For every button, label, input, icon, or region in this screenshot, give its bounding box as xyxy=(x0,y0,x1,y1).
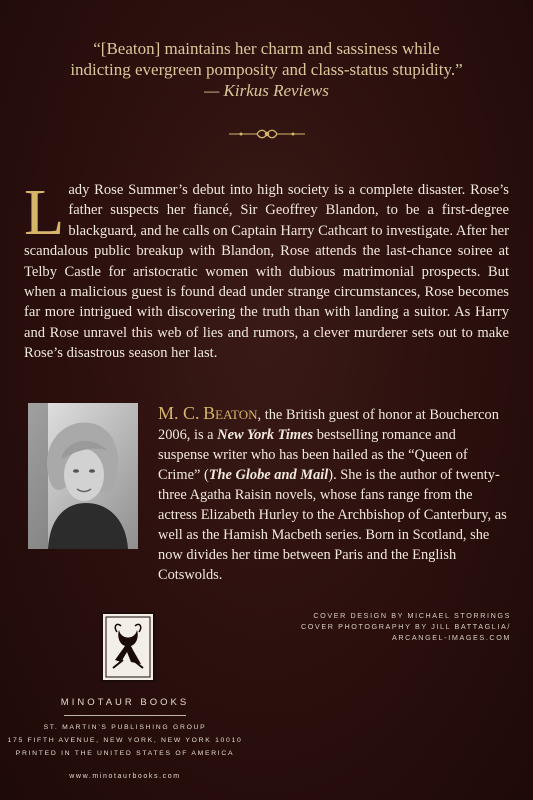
bio-text-3: ). She is the author of twenty-three Agatha Raisin novels, whose fans range from the actress Elizabeth Hurley to the Archbishop of Canterbury, as well as the Hamish Macbeth series. Born in Scotland, she now divides her time between Paris and the English Cotswolds. xyxy=(158,467,507,583)
author-bio xyxy=(158,403,510,585)
publisher-address-line-3: PRINTED IN THE UNITED STATES OF AMERICA xyxy=(15,750,235,757)
author-photo xyxy=(28,403,138,549)
publisher-address xyxy=(0,721,250,760)
quote-source: — Kirkus Reviews xyxy=(204,81,329,100)
minotaur-logo xyxy=(101,612,155,682)
credit-line-2: COVER PHOTOGRAPHY BY JILL BATTAGLIA/ xyxy=(300,622,511,631)
quote-line-2: indicting evergreen pomposity and class-status stupidity.” xyxy=(70,60,463,79)
quote-line-1: “[Beaton] maintains her charm and sassiness while xyxy=(93,39,440,58)
publisher-address-line-1: ST. MARTIN’S PUBLISHING GROUP xyxy=(43,724,207,731)
bio-globe: The Globe and Mail xyxy=(208,467,329,483)
author-name-initials: M. C. xyxy=(158,403,200,423)
drop-cap: L xyxy=(24,176,65,249)
publisher-divider xyxy=(64,715,186,716)
bio-text-2: bestselling romance and suspense writer who has been hailed as the “Queen of Crime” ( xyxy=(158,427,468,483)
book-description xyxy=(24,176,509,364)
publisher-name: MINOTAUR BOOKS xyxy=(60,697,190,708)
publisher-address-line-2: 175 FIFTH AVENUE, NEW YORK, NEW YORK 10010 xyxy=(7,737,243,744)
cover-credits xyxy=(301,610,511,643)
credit-line-1: COVER DESIGN BY MICHAEL STORRINGS xyxy=(313,611,511,620)
review-quote xyxy=(30,38,503,101)
credit-line-3: ARCANGEL-IMAGES.COM xyxy=(391,633,511,642)
bio-text-1: , the British guest of honor at Bouchercon 2006, is a xyxy=(158,407,499,443)
ornament-divider xyxy=(227,126,307,142)
bio-nyt: New York Times xyxy=(217,427,314,443)
description-text: ady Rose Summer’s debut into high society is a complete disaster. Rose’s father suspects her fiancé, Sir Geoffrey Blandon, to be a first-degree blackguard, and he calls on Captain Harry Cathcart to investigate. After her scandalous public breakup with Blandon, Rose attends the last-chance soiree at Telby Castle for aristocratic women with dubious matrimonial prospects. But when a malicious guest is found dead under strange circumstances, Rose becomes far more intrigued with discovering the truth than with landing a suitor. As Harry and Rose unravel this web of lies and rumors, a clever murderer sets out to make Rose’s disastrous season her last. xyxy=(24,182,509,362)
publisher-website: www.minotaurbooks.com xyxy=(69,773,181,780)
author-name-surname: Beaton xyxy=(203,403,258,423)
